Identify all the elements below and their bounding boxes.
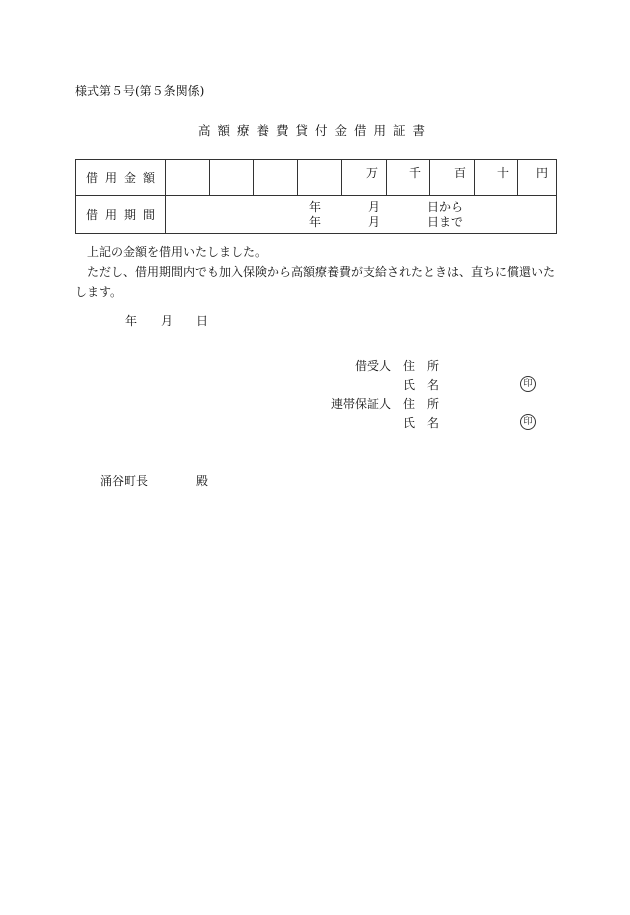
amount-digit-cell[interactable] — [166, 160, 210, 196]
form-number-label: 様式第５号(第５条関係) — [75, 84, 205, 98]
amount-juu-cell[interactable]: 十 — [475, 160, 518, 196]
amount-yen-cell[interactable]: 円 — [518, 160, 557, 196]
amount-row — [76, 160, 557, 196]
amount-digit-cell[interactable] — [210, 160, 254, 196]
borrower-address-label: 住 所 — [403, 359, 440, 373]
period-from-month: 月 — [368, 200, 381, 214]
borrower-name-label: 氏 名 — [403, 378, 440, 392]
loan-table — [75, 159, 557, 234]
amount-label: 借用金額 — [76, 160, 166, 196]
amount-sen-cell[interactable]: 千 — [387, 160, 430, 196]
borrower-seal-icon: 印 — [520, 376, 536, 392]
period-field[interactable] — [166, 196, 557, 234]
body-line-1: 上記の金額を借用いたしました。 — [87, 245, 268, 259]
period-to-year: 年 — [309, 215, 322, 229]
period-to-day: 日まで — [427, 215, 464, 229]
addressee-honorific: 殿 — [196, 474, 209, 488]
period-to-month: 月 — [368, 215, 381, 229]
body-line-2: ただし、借用期間内でも加入保険から高額療養費が支給されたときは、直ちに償還いたします。 — [75, 265, 556, 299]
borrower-label: 借受人 — [355, 359, 392, 373]
addressee-name: 涌谷町長 — [100, 474, 149, 488]
amount-man-cell[interactable]: 万 — [342, 160, 387, 196]
period-from-day: 日から — [427, 200, 464, 214]
amount-digit-cell[interactable] — [254, 160, 298, 196]
guarantor-address-label: 住 所 — [403, 397, 440, 411]
guarantor-seal-icon: 印 — [520, 414, 536, 430]
amount-hyaku-cell[interactable]: 百 — [430, 160, 475, 196]
amount-digit-cell[interactable] — [298, 160, 342, 196]
date-month: 月 — [161, 314, 174, 328]
period-label: 借用期間 — [76, 196, 166, 234]
period-row — [76, 196, 557, 234]
guarantor-label: 連帯保証人 — [331, 397, 392, 411]
period-from-year: 年 — [309, 200, 322, 214]
date-year: 年 — [125, 314, 138, 328]
date-day: 日 — [196, 314, 209, 328]
guarantor-name-label: 氏 名 — [403, 416, 440, 430]
document-title: 高額療養費貸付金借用証書 — [197, 123, 432, 138]
